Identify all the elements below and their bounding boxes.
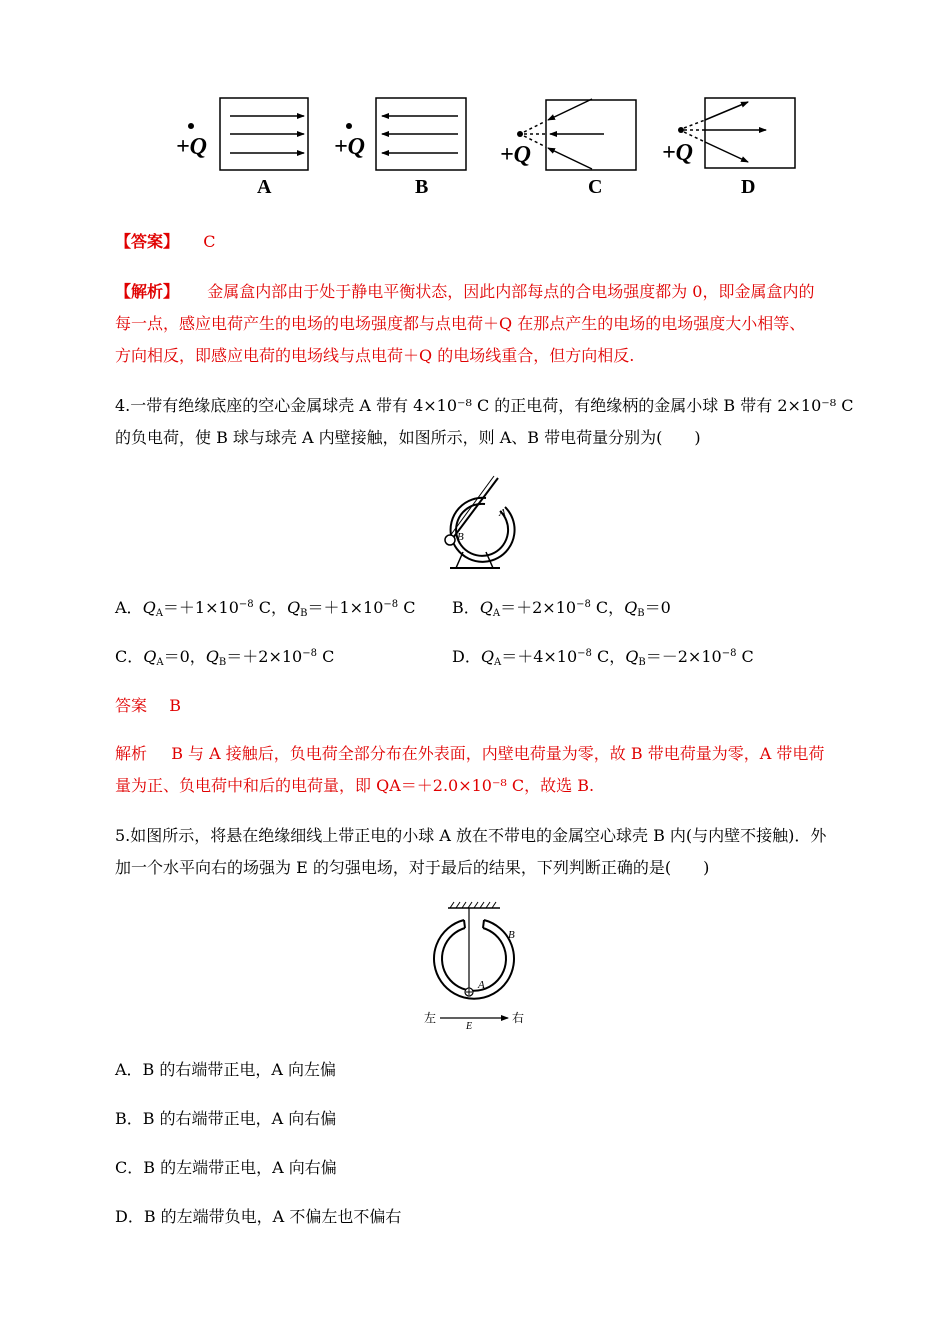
q3-figure-c [500, 99, 636, 198]
q4-option-c: C．$Q_A=0$，$Q_B=+2\times 10^{-8}$ C [115, 647, 335, 668]
charge-label: +Q [334, 134, 366, 160]
q5-option-b: B．B 的右端带正电，A 向右偏 [115, 1109, 337, 1128]
q5-label-right: 右 [512, 1011, 525, 1025]
q3-analysis-line-1 [115, 282, 814, 302]
q5-stem-line-1: 5.如图所示，将悬在绝缘细线上带正电的小球 A 放在不带电的金属空心球壳 B 内(与内壁不接触)．外 [115, 826, 827, 845]
charge-label: +Q [176, 134, 208, 160]
q3-answer [115, 232, 215, 252]
option-letter-a: A [257, 176, 272, 198]
q4-analysis-line-2: 量为正、负电荷中和后的电荷量，即 QA＝＋2.0×10⁻⁸ C，故选 B. [115, 776, 595, 795]
q3-options-figure [160, 92, 810, 202]
q4-figure-shell-and-ball [428, 474, 528, 574]
q4-label-b: B [457, 531, 464, 543]
q5-figure-sphere-in-field [418, 898, 538, 1030]
q4-option-a: A．$Q_A=+1\times 10^{-8}$ C，$Q_B=+1\times 10^{-8}$ C [115, 598, 416, 619]
q3-figure-d [662, 98, 795, 198]
option-letter-b: B [415, 176, 429, 198]
q4-label-a: A [499, 507, 506, 519]
analysis-label: 【解析】 [115, 282, 180, 301]
q4-option-b: B．$Q_A=+2\times 10^{-8}$ C，$Q_B=0$ [452, 598, 671, 619]
answer-value: B [169, 696, 181, 715]
q4-stem-line-2: 的负电荷，使 B 球与球壳 A 内壁接触，如图所示，则 A、B 带电荷量分别为( ) [115, 428, 701, 447]
charge-label: +Q [500, 142, 532, 168]
q4-analysis-line-1 [115, 744, 824, 764]
q4-answer [115, 696, 181, 716]
q3-analysis-line-3: 方向相反，即感应电荷的电场线与点电荷＋Q 的电场线重合，但方向相反. [115, 346, 635, 365]
analysis-text: 金属盒内部由于处于静电平衡状态，因此内部每点的合电场强度都为 0，即金属盒内的 [207, 282, 815, 301]
answer-label: 答案 [115, 696, 148, 715]
q5-option-a: A．B 的右端带正电，A 向左偏 [115, 1060, 337, 1079]
analysis-label: 解析 [115, 744, 148, 763]
charge-label: +Q [662, 140, 694, 166]
answer-label: 【答案】 [115, 232, 180, 251]
q4-stem-line-1: 4.一带有绝缘底座的空心金属球壳 A 带有 4×10⁻⁸ C 的正电荷，有绝缘柄的金属小球 B 带有 2×10⁻⁸ C [115, 396, 854, 415]
q5-option-d: D．B 的左端带负电，A 不偏左也不偏右 [115, 1207, 402, 1226]
q5-label-b: B [508, 929, 515, 941]
q4-option-d: D．$Q_A=+4\times 10^{-8}$ C，$Q_B=-2\times 10^{-8}$ C [452, 647, 754, 668]
q5-stem-line-2: 加一个水平向右的场强为 E 的匀强电场，对于最后的结果，下列判断正确的是( ) [115, 858, 710, 877]
option-letter-d: D [741, 176, 756, 198]
q5-option-c: C．B 的左端带正电，A 向右偏 [115, 1158, 337, 1177]
q5-label-a: A [478, 979, 485, 991]
q5-label-left: 左 [424, 1011, 437, 1025]
q3-analysis-line-2: 每一点，感应电荷产生的电场的电场强度都与点电荷＋Q 在那点产生的电场的电场强度大小相等、 [115, 314, 806, 333]
option-letter-c: C [588, 176, 603, 198]
analysis-text: B 与 A 接触后，负电荷全部分布在外表面，内壁电荷量为零，故 B 带电荷量为零，A 带电荷 [171, 744, 825, 763]
q3-figure-b [334, 98, 466, 198]
q5-label-e: E [466, 1021, 473, 1030]
answer-value: C [203, 232, 216, 251]
q3-figure-a [176, 98, 308, 198]
